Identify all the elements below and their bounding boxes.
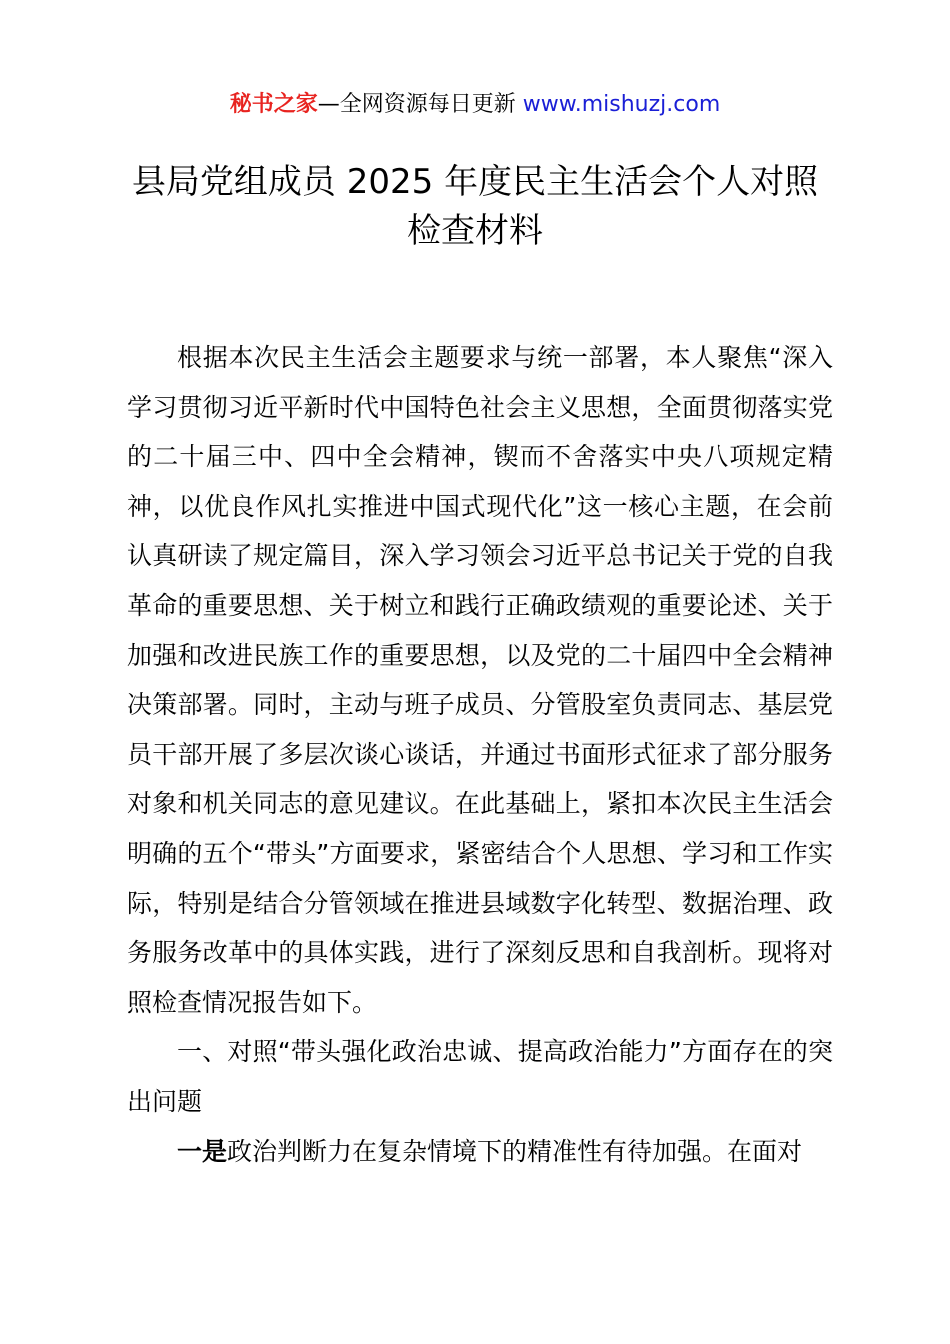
site-header	[0, 88, 950, 122]
brand-name: 秘书之家	[229, 92, 318, 117]
section-1-heading: 一、对照“带头强化政治忠诚、提高政治能力”方面存在的突出问题	[127, 1037, 833, 1116]
document-title	[100, 158, 850, 256]
site-url-link[interactable]: www.mishuzj.com	[522, 92, 721, 117]
intro-paragraph: 根据本次民主生活会主题要求与统一部署，本人聚焦“深入学习贯彻习近平新时代中国特色社会主义思想，全面贯彻落实党的二十届三中、四中全会精神，锲而不舍落实中央八项规定精神，以优良作风扎实推进中国式现代化”这一核心主题，在会前认真研读了规定篇目，深入学习领会习近平总书记关于党的自我革命的重要思想、关于树立和践行正确政绩观的重要论述、关于加强和改进民族工作的重要思想，以及党的二十届四中全会精神决策部署。同时，主动与班子成员、分管股室负责同志、基层党员干部开展了多层次谈心谈话，并通过书面形式征求了部分服务对象和机关同志的意见建议。在此基础上，紧扣本次民主生活会明确的五个“带头”方面要求，紧密结合个人思想、学习和工作实际，特别是结合分管领域在推进县域数字化转型、数据治理、政务服务改革中的具体实践，进行了深刻反思和自我剖析。现将对照检查情况报告如下。	[127, 343, 833, 1017]
title-line-2: 检查材料	[407, 211, 543, 251]
document-body	[127, 333, 833, 1176]
title-line-1: 县局党组成员 2025 年度民主生活会个人对照	[131, 162, 819, 202]
point-1-lead: 一是	[177, 1136, 228, 1166]
point-1-paragraph	[127, 1127, 833, 1177]
header-tagline: —全网资源每日更新	[317, 92, 523, 117]
point-1-text: 政治判断力在复杂情境下的精准性有待加强。在面对	[227, 1136, 803, 1166]
